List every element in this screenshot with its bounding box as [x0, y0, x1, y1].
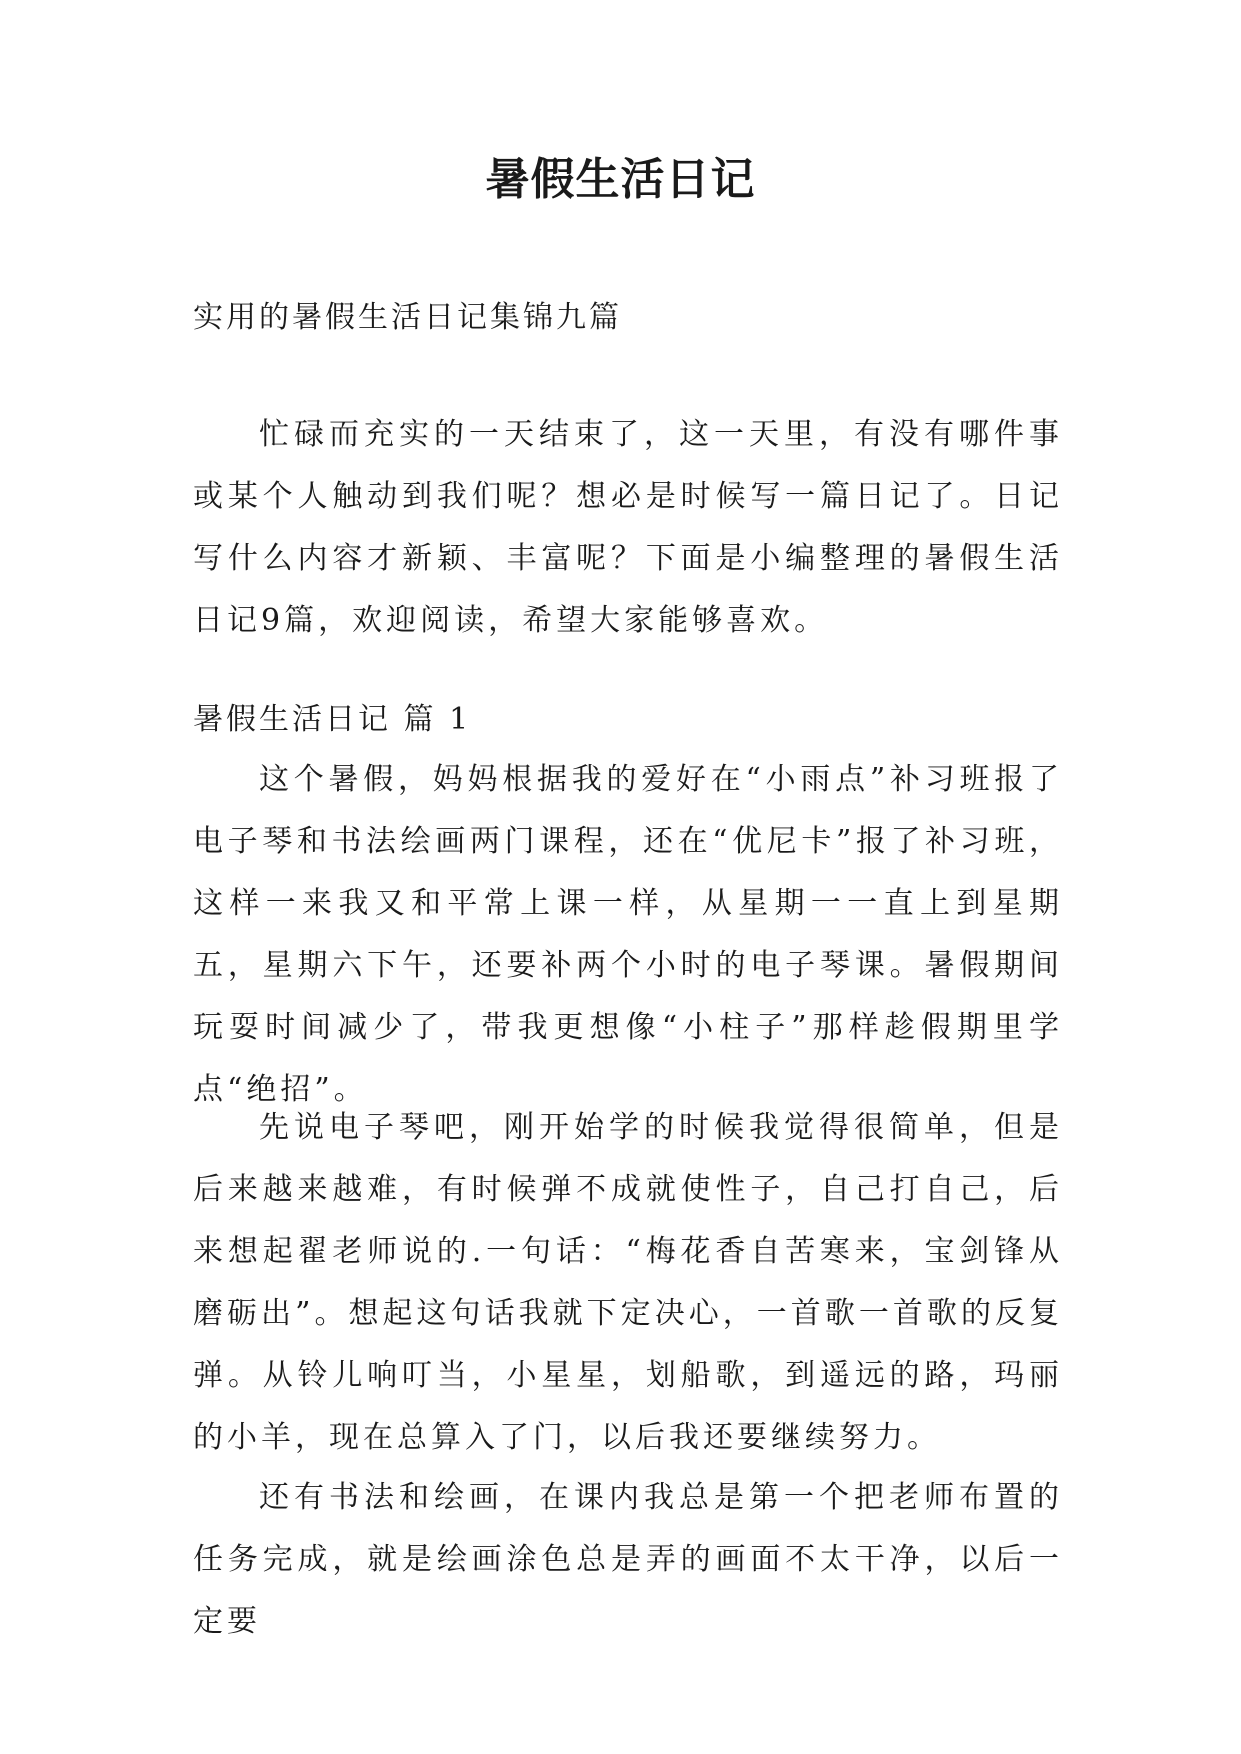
intro-paragraph: 忙碌而充实的一天结束了，这一天里，有没有哪件事或某个人触动到我们呢？想必是时候写一篇日记了。日记写什么内容才新颖、丰富呢？下面是小编整理的暑假生活日记9篇，欢迎阅读，希望大家能够喜欢。 — [193, 417, 1063, 638]
section-heading: 暑假生活日记 篇 1 — [193, 702, 472, 737]
document-title: 暑假生活日记 — [485, 154, 756, 205]
body-paragraph: 这个暑假，妈妈根据我的爱好在“小雨点”补习班报了电子琴和书法绘画两门课程，还在“优尼卡”报了补习班，这样一来我又和平常上课一样，从星期一一直上到星期五，星期六下午，还要补两个小时的电子琴课。暑假期间玩耍时间减少了，带我更想像“小柱子”那样趁假期里学点“绝招”。 — [193, 762, 1063, 1107]
body-paragraph: 先说电子琴吧，刚开始学的时候我觉得很简单，但是后来越来越难，有时候弹不成就使性子，自己打自己，后来想起翟老师说的.一句话：“梅花香自苦寒来，宝剑锋从磨砺出”。想起这句话我就下定决心，一首歌一首歌的反复弹。从铃儿响叮当，小星星，划船歌，到遥远的路，玛丽的小羊，现在总算入了门，以后我还要继续努力。 — [193, 1110, 1063, 1455]
document-subtitle: 实用的暑假生活日记集锦九篇 — [193, 300, 622, 335]
body-paragraph: 还有书法和绘画，在课内我总是第一个把老师布置的任务完成，就是绘画涂色总是弄的画面不太干净，以后一定要 — [193, 1480, 1063, 1639]
